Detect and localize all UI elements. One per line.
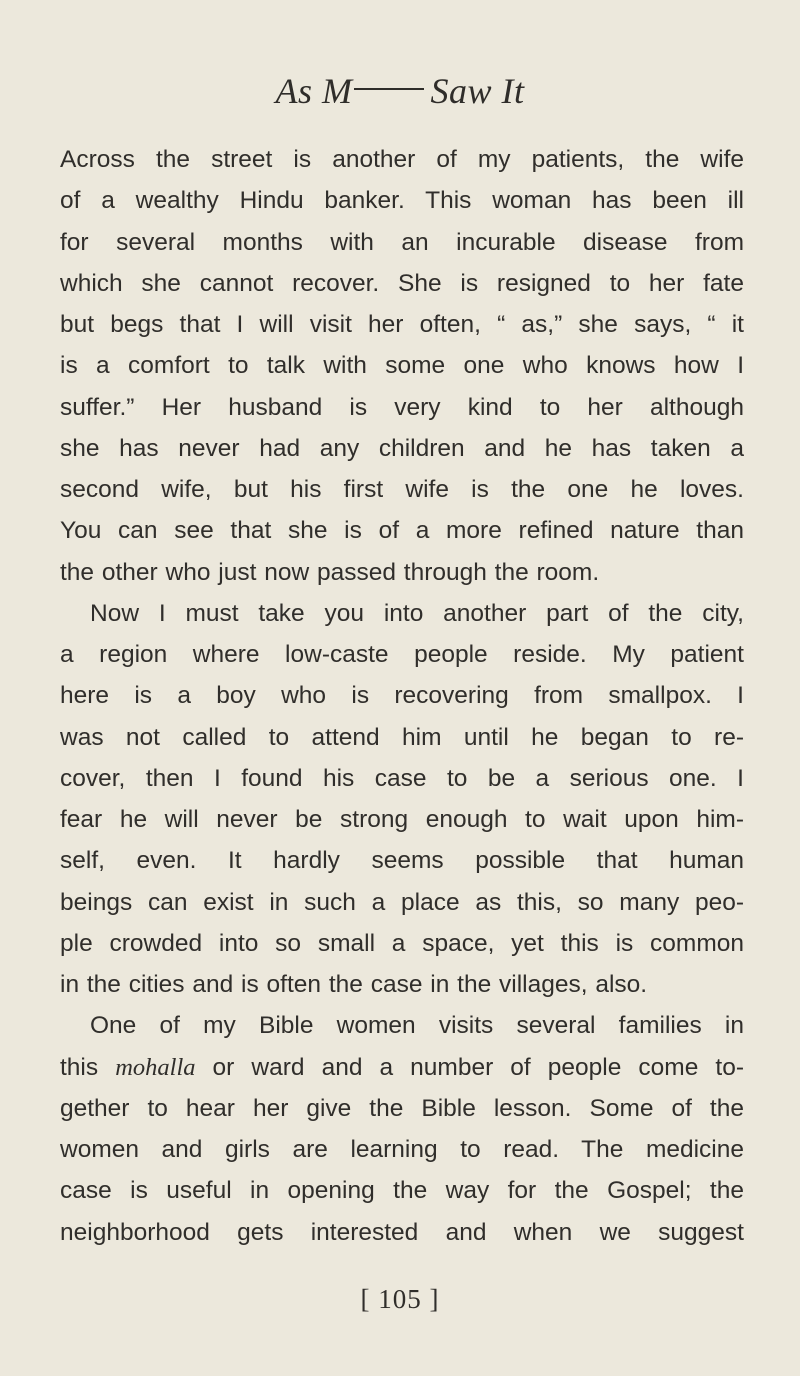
- text-line: You can see that she is of a more refined nature than: [60, 517, 744, 545]
- text-line: case is useful in opening the way for the Gospel; the: [60, 1177, 744, 1205]
- text-line: here is a boy who is recovering from smallpox. I: [60, 682, 744, 710]
- text-line: but begs that I will visit her often, “ as,” she says, “ it: [60, 311, 744, 338]
- text-line: One of my Bible women visits several families in: [90, 1012, 744, 1040]
- text-line: ple crowded into so small a space, yet this is common: [60, 929, 744, 957]
- text-line: self, even. It hardly seems possible that human: [60, 847, 744, 875]
- text-line: gether to hear her give the Bible lesson. Some of the: [60, 1094, 744, 1122]
- text-line: suffer.” Her husband is very kind to her although: [60, 393, 744, 421]
- page-number: [ 105 ]: [360, 1284, 440, 1314]
- text-line: Across the street is another of my patients, the wife: [60, 146, 744, 173]
- text-line: [60, 1047, 744, 1088]
- text-line: was not called to attend him until he began to re-: [60, 723, 744, 751]
- italic-term: mohalla: [115, 1053, 196, 1081]
- text-line: for several months with an incurable disease from: [60, 228, 744, 256]
- text-line: cover, then I found his case to be a serious one. I: [60, 764, 744, 792]
- text-line: the other who just now passed through the room.: [60, 558, 600, 586]
- text-line: Now I must take you into another part of the city,: [90, 599, 744, 627]
- text-line: women and girls are learning to read. The medicine: [60, 1136, 744, 1163]
- text-line: which she cannot recover. She is resigned to her fate: [60, 269, 744, 297]
- text-line: neighborhood gets interested and when we suggest: [60, 1218, 744, 1246]
- text-line: she has never had any children and he has taken a: [60, 434, 744, 462]
- text-line: of a wealthy Hindu banker. This woman has been ill: [60, 187, 744, 215]
- text-line: a region where low-caste people reside. My patient: [60, 641, 744, 668]
- body-text: [60, 139, 744, 1253]
- running-head: [0, 70, 800, 112]
- text-line: second wife, but his first wife is the one he loves.: [60, 476, 744, 503]
- running-head-start: As M: [275, 71, 353, 111]
- text-line: beings can exist in such a place as this, so many peo-: [60, 888, 744, 916]
- text-line: is a comfort to talk with some one who knows how I: [60, 352, 744, 380]
- text-line: fear he will never be strong enough to wait upon him-: [60, 806, 744, 833]
- line-text: this: [60, 1053, 116, 1081]
- running-head-end: Saw It: [430, 71, 525, 111]
- running-head-dash: [354, 88, 424, 90]
- line-text: or ward and a number of people come to-: [195, 1053, 744, 1081]
- text-line: in the cities and is often the case in the villages, also.: [60, 971, 648, 998]
